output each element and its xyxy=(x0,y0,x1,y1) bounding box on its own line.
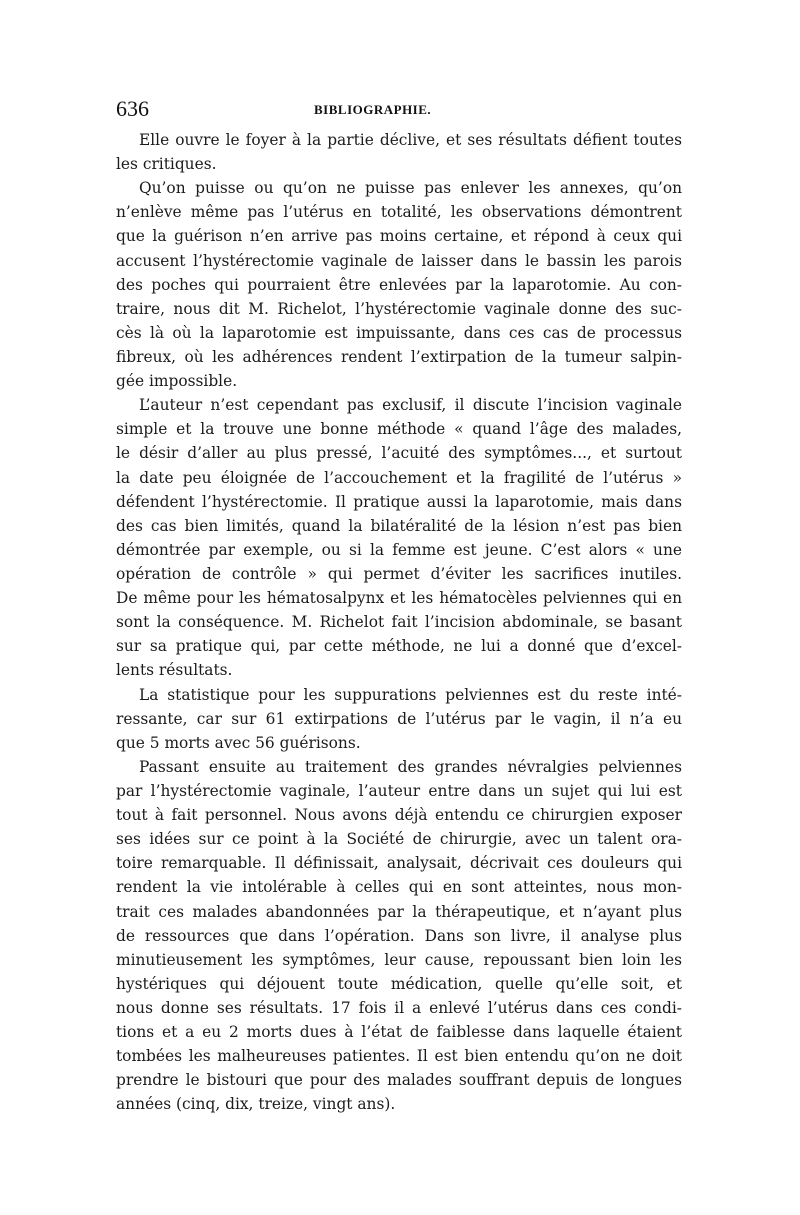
text-line: accusent l’hystérectomie vaginale de laisser dans le bassin les parois xyxy=(116,251,682,270)
paragraph xyxy=(116,755,682,1117)
text-line: par l’hystérectomie vaginale, l’auteur entre dans un sujet qui lui est xyxy=(116,781,682,800)
text-line: les critiques. xyxy=(116,155,217,174)
text-line: Passant ensuite au traitement des grandes névralgies pelviennes xyxy=(139,757,682,776)
paragraph xyxy=(116,128,682,176)
paragraph xyxy=(116,176,682,393)
text-line: toire remarquable. Il définissait, analysait, décrivait ces douleurs qui xyxy=(116,854,682,873)
text-line: sont la conséquence. M. Richelot fait l’incision abdominale, se basant xyxy=(116,613,682,632)
text-line: cès là où la laparotomie est impuissante, dans ces cas de processus xyxy=(116,323,682,342)
running-title: BIBLIOGRAPHIE. xyxy=(314,102,432,117)
text-line: années (cinq, dix, treize, vingt ans). xyxy=(116,1095,396,1114)
text-line: L’auteur n’est cependant pas exclusif, il discute l’incision vaginale xyxy=(139,396,682,415)
text-line: des cas bien limités, quand la bilatéralité de la lésion n’est pas bien xyxy=(116,516,682,535)
text-line: Qu’on puisse ou qu’on ne puisse pas enlever les annexes, qu’on xyxy=(139,179,682,198)
text-line: le désir d’aller au plus pressé, l’acuité des symptômes..., et surtout xyxy=(116,444,682,463)
text-line: tombées les malheureuses patientes. Il est bien entendu qu’on ne doit xyxy=(116,1047,682,1066)
text-line: opération de contrôle » qui permet d’éviter les sacrifices inutiles. xyxy=(116,564,682,583)
text-line: gée impossible. xyxy=(116,372,238,391)
text-line: que 5 morts avec 56 guérisons. xyxy=(116,733,361,752)
text-line: trait ces malades abandonnées par la thérapeutique, et n’ayant plus xyxy=(116,902,682,921)
text-line: que la guérison n’en arrive pas moins certaine, et répond à ceux qui xyxy=(116,227,682,246)
paragraph xyxy=(116,683,682,755)
text-line: ses idées sur ce point à la Société de chirurgie, avec un talent ora- xyxy=(116,830,682,849)
text-line: sur sa pratique qui, par cette méthode, ne lui a donné que d’excel- xyxy=(116,637,682,656)
text-line: nous donne ses résultats. 17 fois il a enlevé l’utérus dans ces condi- xyxy=(116,998,682,1017)
text-line: ressante, car sur 61 extirpations de l’utérus par le vagin, il n’a eu xyxy=(116,709,682,728)
text-line: démontrée par exemple, ou si la femme est jeune. C’est alors « une xyxy=(116,540,682,559)
text-line: prendre le bistouri que pour des malades souffrant depuis de longues xyxy=(116,1071,682,1090)
text-line: traire, nous dit M. Richelot, l’hystérectomie vaginale donne des suc- xyxy=(116,299,682,318)
text-line: La statistique pour les suppurations pelviennes est du reste inté- xyxy=(139,685,682,704)
paragraph xyxy=(116,393,682,682)
text-line: n’enlève même pas l’utérus en totalité, les observations démontrent xyxy=(116,203,682,222)
text-line: des poches qui pourraient être enlevées par la laparotomie. Au con- xyxy=(116,275,682,294)
text-line: fibreux, où les adhérences rendent l’extirpation de la tumeur salpin- xyxy=(116,347,682,366)
text-line: défendent l’hystérectomie. Il pratique aussi la laparotomie, mais dans xyxy=(116,492,682,511)
text-line: de ressources que dans l’opération. Dans son livre, il analyse plus xyxy=(116,926,682,945)
text-line: la date peu éloignée de l’accouchement et la fragilité de l’utérus » xyxy=(116,468,682,487)
body-text xyxy=(116,128,682,1116)
text-line: tions et a eu 2 morts dues à l’état de faiblesse dans laquelle étaient xyxy=(116,1023,682,1042)
text-line: Elle ouvre le foyer à la partie déclive, et ses résultats défient toutes xyxy=(139,131,682,149)
page-number: 636 xyxy=(116,96,149,121)
text-line: hystériques qui déjouent toute médication, quelle qu’elle soit, et xyxy=(116,974,682,993)
text-line: lents résultats. xyxy=(116,661,233,680)
page-header xyxy=(116,96,682,126)
text-line: tout à fait personnel. Nous avons déjà entendu ce chirurgien exposer xyxy=(116,806,682,825)
text-line: De même pour les hématosalpynx et les hématocèles pelviennes qui en xyxy=(116,589,682,608)
text-line: rendent la vie intolérable à celles qui en sont atteintes, nous mon- xyxy=(116,878,682,897)
text-line: minutieusement les symptômes, leur cause, repoussant bien loin les xyxy=(116,950,682,969)
text-line: simple et la trouve une bonne méthode « quand l’âge des malades, xyxy=(116,420,682,439)
